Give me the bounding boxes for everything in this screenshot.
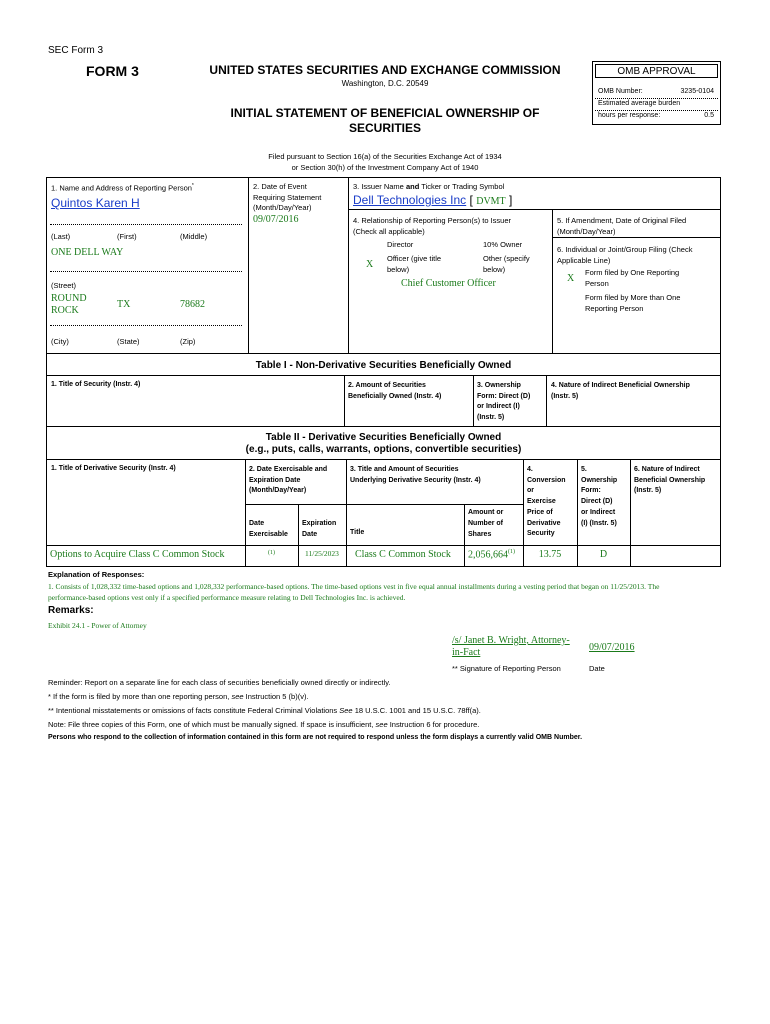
table2-row-ownership: D [599,549,608,560]
one-person-label: Form filed by One Reporting Person [585,268,680,288]
table1-col3-header: 3. Ownership Form: Direct (D) or Indirect (I) (Instr. 5) [477,382,531,421]
signature-date-value: 09/07/2016 [589,642,635,653]
explanation-heading: Explanation of Responses: [48,570,145,579]
zip-value: 78682 [180,299,205,310]
table2-row-expiration: 11/25/2023 [305,549,339,558]
officer-checkbox-mark[interactable]: X [366,259,374,270]
statement-title-2: SECURITIES [348,121,421,135]
footnote-multiple-persons: * If the form is filed by more than one reporting person, see Instruction 5 (b)(v). [48,692,309,701]
table1-col1-header: 1. Title of Security (Instr. 4) [51,381,141,388]
event-date-value: 09/07/2016 [253,214,299,225]
remarks-heading: Remarks: [48,605,94,616]
street-label: (Street) [51,281,77,290]
issuer-ticker: DVMT [476,196,506,207]
signature-date-label: Date [589,664,605,673]
statement-title-1: INITIAL STATEMENT OF BENEFICIAL OWNERSHIP OF [230,106,540,120]
ten-pct-owner-label: 10% Owner [483,240,523,249]
table1-title: Table I - Non-Derivative Securities Beneficially Owned [255,360,512,371]
commission-title: UNITED STATES SECURITIES AND EXCHANGE COMMISSION [209,63,561,77]
filed-pursuant-2: or Section 30(h) of the Investment Company Act of 1940 [291,163,479,172]
street-value: ONE DELL WAY [51,247,124,258]
remarks-text: Exhibit 24.1 - Power of Attorney [48,621,147,630]
officer-label: Officer (give title below) [387,254,442,274]
event-date-label: 2. Date of Event Requiring Statement (Month/Day/Year) [253,182,322,212]
footnote-file-copies: Note: File three copies of this Form, one of which must be manually signed. If space is insufficient, see Instruction 6 for procedure. [48,720,480,729]
one-person-checkbox-mark[interactable]: X [567,273,575,284]
state-label: (State) [117,337,140,346]
group-filing-label: 6. Individual or Joint/Group Filing (Check Applicable Line) [557,245,693,265]
relationship-label: 4. Relationship of Reporting Person(s) to Issuer (Check all applicable) [353,216,511,236]
omb-number-label: OMB Number: [598,88,643,95]
omb-hours-value: 0.5 [704,112,714,119]
form-number: FORM 3 [86,63,139,79]
other-label: Other (specify below) [483,254,530,274]
table2-row-title: Class C Common Stock [355,549,451,560]
table2-sub-title: Title [350,529,365,536]
city-label: (City) [51,337,69,346]
city-value: ROUND ROCK [51,293,87,316]
table2-sub-expiration: Expiration Date [302,520,337,538]
explanation-text: 1. Consists of 1,028,332 time-based options and 1,028,332 performance-based options. The time-based options vest in five equal annual installments during a vesting period that began on 11/25/2013. The performance-based options vest only if a specified performance measure relating to Dell Technologies Inc. is achieved. [48,582,660,602]
more-persons-label: Form filed by More than One Reporting Person [585,293,681,313]
omb-approval-title: OMB APPROVAL [595,64,718,78]
table1-col2-header: 2. Amount of Securities Beneficially Owned (Instr. 4) [348,382,442,400]
table2-title: Table II - Derivative Securities Beneficially Owned (e.g., puts, calls, warrants, options, convertible securities) [245,432,522,455]
table2-col3-header: 3. Title and Amount of Securities Underlying Derivative Security (Instr. 4) [350,466,481,484]
table2-row-security: Options to Acquire Class C Common Stock [50,549,225,560]
zip-label: (Zip) [180,337,196,346]
reminder-note: Reminder: Report on a separate line for each class of securities beneficially owned directly or indirectly. [48,678,391,687]
table1-col4-header: 4. Nature of Indirect Beneficial Ownership (Instr. 5) [551,382,690,400]
commission-city: Washington, D.C. 20549 [341,79,429,88]
omb-hours-label: hours per response: [598,112,661,119]
table2-sub-date-exercisable: Date Exercisable [249,520,288,538]
last-label: (Last) [51,232,71,241]
table2-col2-header: 2. Date Exercisable and Expiration Date (Month/Day/Year) [249,466,328,494]
omb-burden-label: Estimated average burden [598,100,681,107]
table2-col5-header: 5. Ownership Form: Direct (D) or Indirect (I) (Instr. 5) [581,466,618,527]
officer-title-value: Chief Customer Officer [401,278,496,289]
table2-sub-amount: Amount or Number of Shares [468,509,504,538]
signature-label: ** Signature of Reporting Person [452,664,561,673]
omb-approval-box [592,61,721,125]
issuer-name-link[interactable]: Dell Technologies Inc [353,193,467,207]
filed-pursuant-1: Filed pursuant to Section 16(a) of the Securities Exchange Act of 1934 [268,152,502,161]
middle-label: (Middle) [180,232,208,241]
first-label: (First) [117,232,137,241]
table2-col6-header: 6. Nature of Indirect Beneficial Ownership (Instr. 5) [634,466,706,494]
table2-row-amount: 2,056,664$^{(1)}$ [468,549,515,561]
omb-number-value: 3235-0104 [680,88,714,95]
table2-row-price: 13.75 [538,549,562,560]
footnote-criminal-violations: ** Intentional misstatements or omissions of facts constitute Federal Criminal Violations See 18 U.S.C. 1001 and 15 U.S.C. 78ff(a). [48,706,481,715]
table2-row-date-exercisable: (1) [268,550,275,556]
omb-notice: Persons who respond to the collection of information contained in this form are not required to respond unless the form displays a currently valid OMB Number. [48,734,583,741]
signature-value: /s/ Janet B. Wright, Attorney- in-Fact [452,635,570,658]
reporting-person-label: 1. Name and Address of Reporting Person* [51,183,194,193]
issuer-name-line: Dell Technologies Inc [ DVMT ] [353,193,513,207]
table2-col4-header: 4. Conversion or Exercise Price of Derivative Security [527,466,566,538]
reporting-person-name-link[interactable]: Quintos Karen H [51,196,140,210]
issuer-label: 3. Issuer Name and Ticker or Trading Symbol [353,182,505,191]
director-label: Director [387,240,414,249]
amendment-label: 5. If Amendment, Date of Original Filed (Month/Day/Year) [557,216,687,236]
table2-col1-header: 1. Title of Derivative Security (Instr. 4) [51,465,176,472]
state-value: TX [117,299,131,310]
sec-form-label: SEC Form 3 [48,45,104,56]
